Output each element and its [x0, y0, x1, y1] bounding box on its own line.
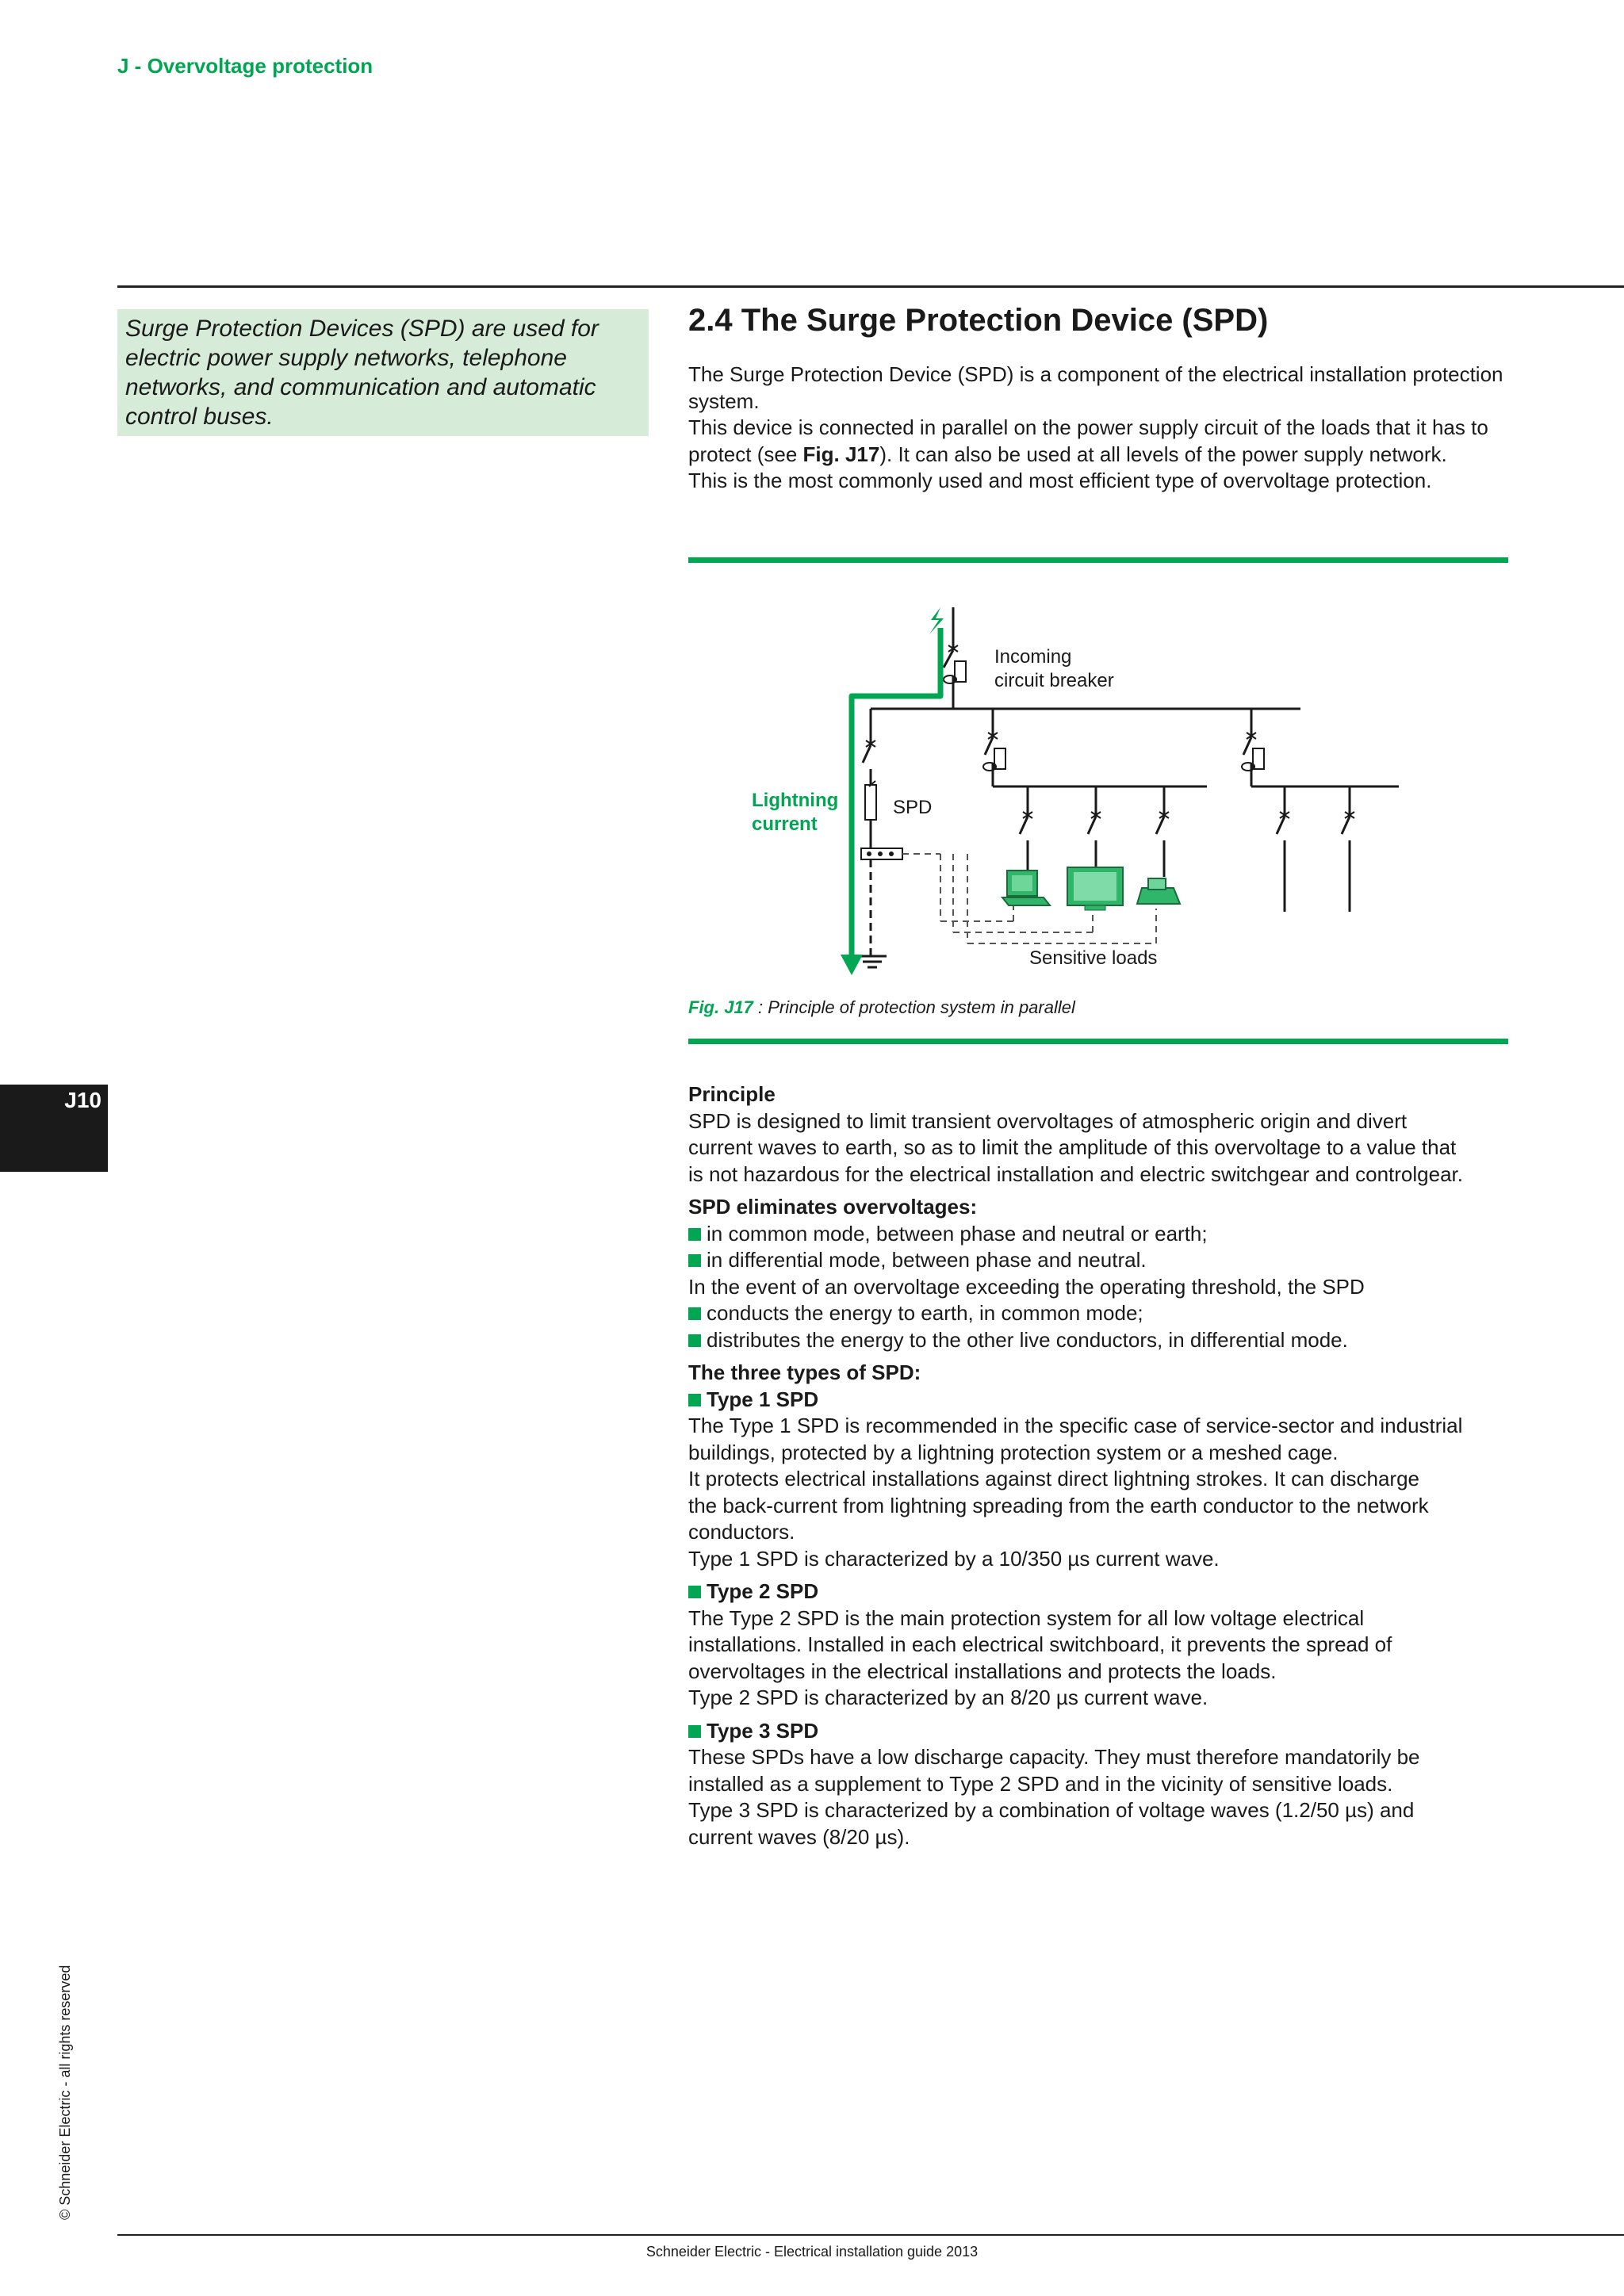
sidebar-note: Surge Protection Devices (SPD) are used for electric power supply networks, telephone networks, and communication and automatic control buses. — [117, 309, 649, 436]
eliminates-heading: SPD eliminates overvoltages: — [688, 1195, 978, 1219]
bullet-square-icon — [688, 1228, 701, 1241]
bullet-square-icon — [688, 1334, 701, 1347]
type3-line: Type 3 SPD is characterized by a combination of voltage waves (1.2/50 µs) and — [688, 1798, 1415, 1822]
type2-line: The Type 2 SPD is the main protection system for all low voltage electrical — [688, 1605, 1365, 1630]
bullet-item: in differential mode, between phase and neutral. — [688, 1247, 1513, 1274]
copyright-notice: © Schneider Electric - all rights reserved — [57, 1965, 73, 2220]
type3-line: These SPDs have a low discharge capacity. They must therefore mandatorily be — [688, 1745, 1420, 1769]
figure-reference: Fig. J17 — [802, 442, 880, 466]
bullet-square-icon — [688, 1307, 701, 1320]
type2-line: overvoltages in the electrical installations and protects the loads. — [688, 1659, 1277, 1683]
type1-line: The Type 1 SPD is recommended in the specific case of service-sector and industrial — [688, 1414, 1463, 1437]
bullet-item: conducts the energy to earth, in common mode; — [688, 1300, 1513, 1327]
computer-icon — [1002, 871, 1050, 905]
page-number-tab — [0, 1085, 108, 1172]
type1-line: conductors. — [688, 1520, 795, 1544]
bullet-square-icon — [688, 1725, 701, 1738]
page-footer: Schneider Electric - Electrical installation guide 2013 — [645, 2244, 979, 2260]
distribution-board-1 — [983, 709, 1207, 877]
intro-paragraph-1: The Surge Protection Device (SPD) is a component of the electrical installation protection system. — [688, 362, 1503, 413]
incoming-breaker — [944, 607, 966, 709]
principle-line: is not hazardous for the electrical installation and electric switchgear and controlgear. — [688, 1161, 1463, 1186]
principle-line: SPD is designed to limit transient overvoltages of atmospheric origin and divert — [688, 1108, 1408, 1133]
type2-line: installations. Installed in each electrical switchboard, it prevents the spread of — [688, 1632, 1392, 1656]
spd-branch — [858, 709, 902, 967]
figure-caption — [688, 997, 1075, 1018]
incoming-label-line1: Incoming — [994, 646, 1072, 668]
type1-line: Type 1 SPD is characterized by a 10/350 µs current wave. — [688, 1546, 1220, 1571]
distribution-board-2 — [1242, 709, 1399, 912]
principle-line: current waves to earth, so as to limit the amplitude of this overvoltage to a value that — [688, 1135, 1457, 1159]
chapter-header: J - Overvoltage protection — [117, 54, 373, 78]
lightning-label-line1: Lightning — [752, 790, 839, 811]
intro-text — [688, 362, 1513, 495]
protection-diagram — [688, 579, 1508, 991]
type1-title: Type 1 SPD — [688, 1387, 1513, 1414]
page-number: J10 — [64, 1088, 102, 1112]
type2-title: Type 2 SPD — [688, 1578, 1513, 1605]
monitor-icon — [1067, 867, 1123, 910]
bottom-divider — [117, 2234, 1624, 2236]
type1-line: buildings, protected by a lightning protection system or a meshed cage. — [688, 1440, 1339, 1464]
bullet-item: in common mode, between phase and neutral or earth; — [688, 1221, 1513, 1248]
type3-title: Type 3 SPD — [688, 1718, 1513, 1745]
lightning-arrow-icon — [841, 955, 863, 975]
type3-line: installed as a supplement to Type 2 SPD and in the vicinity of sensitive loads. — [688, 1771, 1393, 1796]
bullet-item: distributes the energy to the other live conductors, in differential mode. — [688, 1327, 1513, 1354]
figure-bottom-rule — [688, 1039, 1508, 1044]
type3-line: current waves (8/20 µs). — [688, 1824, 910, 1849]
breaker-crosses — [866, 740, 1354, 818]
terminal-dots — [867, 851, 894, 856]
body-text — [688, 1081, 1513, 1850]
type2-line: Type 2 SPD is characterized by an 8/20 µs current wave. — [688, 1686, 1208, 1709]
type1-line: the back-current from lightning spreading from the earth conductor to the network — [688, 1493, 1429, 1517]
eliminates-line: In the event of an overvoltage exceeding the operating threshold, the SPD — [688, 1274, 1365, 1299]
types-heading: The three types of SPD: — [688, 1360, 921, 1384]
bullet-square-icon — [688, 1254, 701, 1267]
section-title: 2.4 The Surge Protection Device (SPD) — [688, 303, 1269, 338]
spd-label: SPD — [893, 797, 933, 818]
sensitive-loads-label: Sensitive loads — [1029, 947, 1158, 969]
figure-caption-text: : Principle of protection system in parallel — [753, 997, 1075, 1017]
bullet-square-icon — [688, 1586, 701, 1598]
figure-caption-label: Fig. J17 — [688, 997, 753, 1017]
intro-paragraph-2: This device is connected in parallel on the power supply circuit of the loads that it has to protect (see Fig. J17). It can also be used at all levels of the power supply network. — [688, 415, 1488, 466]
principle-heading: Principle — [688, 1082, 776, 1106]
top-divider — [117, 285, 1624, 288]
type1-line: It protects electrical installations against direct lightning strokes. It can discharge — [688, 1467, 1420, 1490]
fax-machine-icon — [1137, 878, 1180, 904]
intro-paragraph-3: This is the most commonly used and most efficient type of overvoltage protection. — [688, 469, 1432, 492]
bullet-square-icon — [688, 1394, 701, 1406]
incoming-label-line2: circuit breaker — [994, 670, 1114, 691]
figure-top-rule — [688, 557, 1508, 563]
lightning-label-line2: current — [752, 813, 818, 835]
